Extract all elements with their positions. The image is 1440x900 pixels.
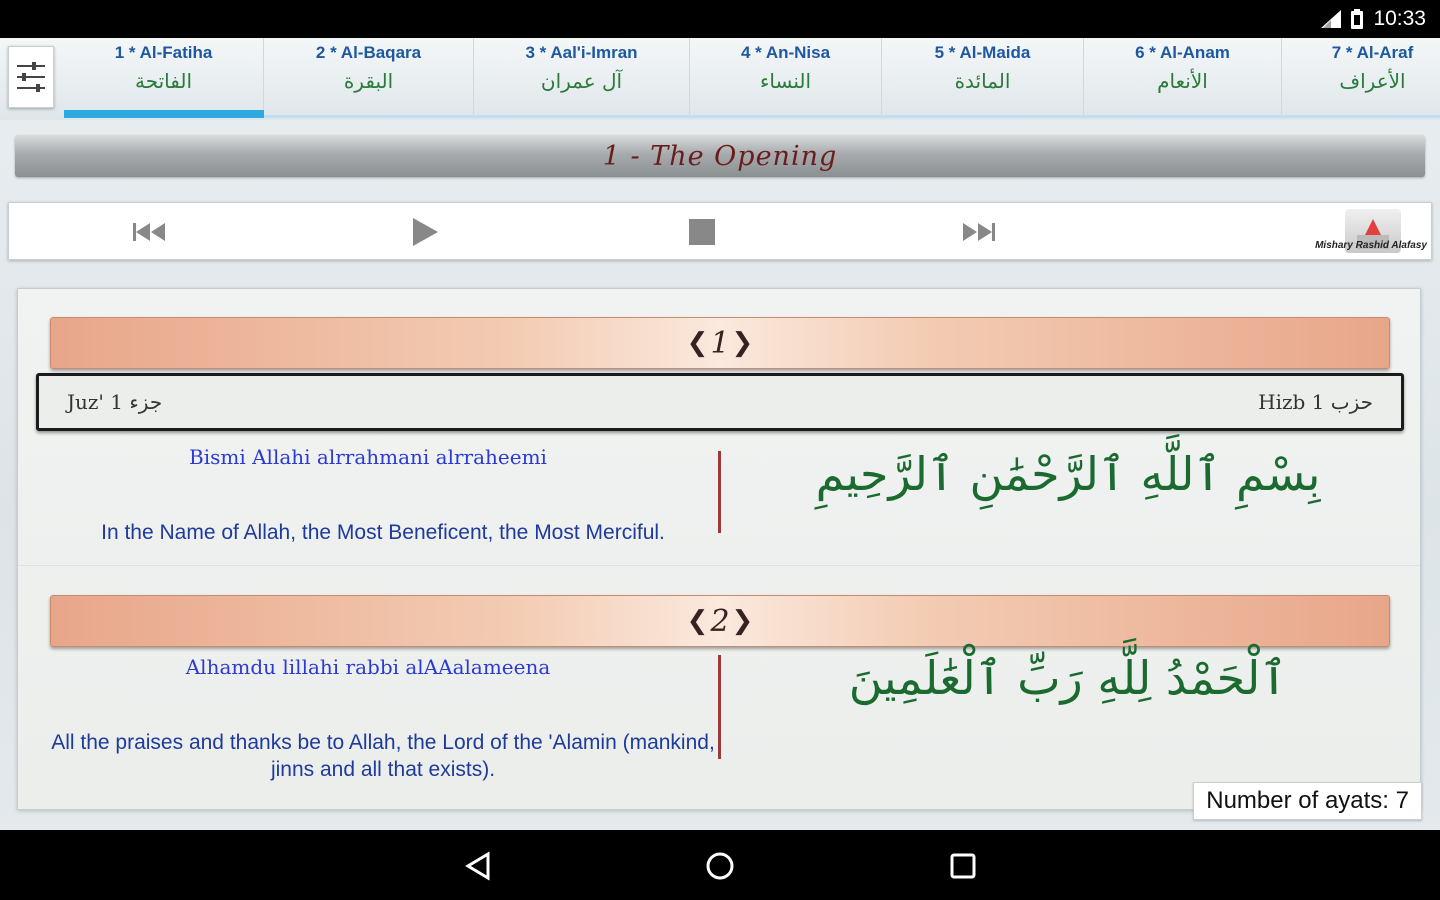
tab-al-maida[interactable] [882,38,1084,116]
tab-label-ar: البقرة [343,69,394,93]
tab-underline [64,115,1440,118]
tab-aali-imran[interactable] [474,38,690,116]
tab-al-araf[interactable] [1282,38,1440,116]
back-icon [464,851,492,881]
play-icon [410,216,440,248]
transliteration: Alhamdu lillahi rabbi alAAalameena [185,655,551,679]
next-button[interactable] [959,213,999,251]
signal-icon [1321,10,1341,28]
tab-label-en: 5 * Al-Maida [934,43,1031,62]
reciter-name: Mishary Rashid Alafasy [1315,240,1427,251]
back-button[interactable] [460,848,496,884]
surah-tabs [0,38,1440,120]
tab-an-nisa[interactable] [690,38,882,116]
tab-label-en: 6 * Al-Anam [1135,43,1230,62]
tab-label-en: 3 * Aal'i-Imran [525,43,638,62]
ayah-number: 2 [710,603,730,639]
column-divider [718,451,721,533]
arabic-text: ٱلْحَمْدُ لِلَّهِ رَبِّ ٱلْعَٰلَمِينَ [848,651,1288,705]
skip-next-icon [961,221,997,243]
tab-al-fatiha[interactable] [64,38,264,116]
reciter-selector[interactable] [1287,207,1427,257]
ornament-right: ❯ [731,328,754,358]
tab-label-ar: آل عمران [540,69,623,93]
play-button[interactable] [405,213,445,251]
tab-label-ar: الأنعام [1157,69,1208,93]
tab-al-anam[interactable] [1084,38,1282,116]
juz-label: Juz' 1 جزء [67,390,163,414]
sliders-icon [14,57,48,97]
recents-icon [949,852,977,880]
ayah-number: 1 [710,325,730,361]
settings-button[interactable] [8,46,54,108]
ornament-right: ❯ [731,606,754,636]
ayah-list [17,288,1421,810]
juz-hizb-bar [36,373,1404,431]
home-icon [705,851,735,881]
tab-label-en: 4 * An-Nisa [740,43,831,62]
translation: In the Name of Allah, the Most Beneficent, the Most Merciful. [101,521,665,544]
ayah-number-banner [50,595,1390,647]
ornament-left: ❮ [686,328,709,358]
skip-previous-icon [131,221,167,243]
system-nav-bar [0,830,1440,900]
recents-button[interactable] [945,848,981,884]
clock: 10:33 [1373,7,1426,30]
row-separator [18,565,1421,566]
app-window [0,38,1440,830]
hizb-label: Hizb 1 حزب [1258,390,1373,414]
tab-label-en: 1 * Al-Fatiha [114,43,213,62]
ornament-left: ❮ [686,606,709,636]
column-divider [718,655,721,759]
transliteration: Bismi Allahi alrrahmani alrraheemi [189,445,547,469]
stop-icon [688,218,716,246]
tab-label-ar: النساء [759,69,812,93]
tab-label-en: 7 * Al-Araf [1331,43,1414,62]
arabic-text: بِسْمِ ٱللَّهِ ٱلرَّحْمَٰنِ ٱلرَّحِيمِ [815,447,1321,501]
surah-title-bar [15,135,1425,177]
tab-al-baqara[interactable] [264,38,474,116]
battery-icon [1351,9,1363,29]
tab-label-ar: الأعراف [1339,69,1406,93]
surah-title: 1 - The Opening [602,140,838,172]
translation: All the praises and thanks be to Allah, the Lord of the 'Alamin (mankind, jinns and all that exists). [51,731,715,781]
ayah-row[interactable] [18,439,1421,569]
tab-label-ar: الفاتحة [134,69,193,93]
tab-label-ar: المائدة [954,69,1011,93]
audio-player [8,202,1432,260]
tab-label-en: 2 * Al-Baqara [315,43,422,62]
stop-button[interactable] [682,213,722,251]
previous-button[interactable] [129,213,169,251]
home-button[interactable] [702,848,738,884]
ayat-count-badge: Number of ayats: 7 [1193,782,1422,820]
status-bar [0,0,1440,38]
ayah-number-banner [50,317,1390,369]
active-tab-indicator [64,110,264,118]
